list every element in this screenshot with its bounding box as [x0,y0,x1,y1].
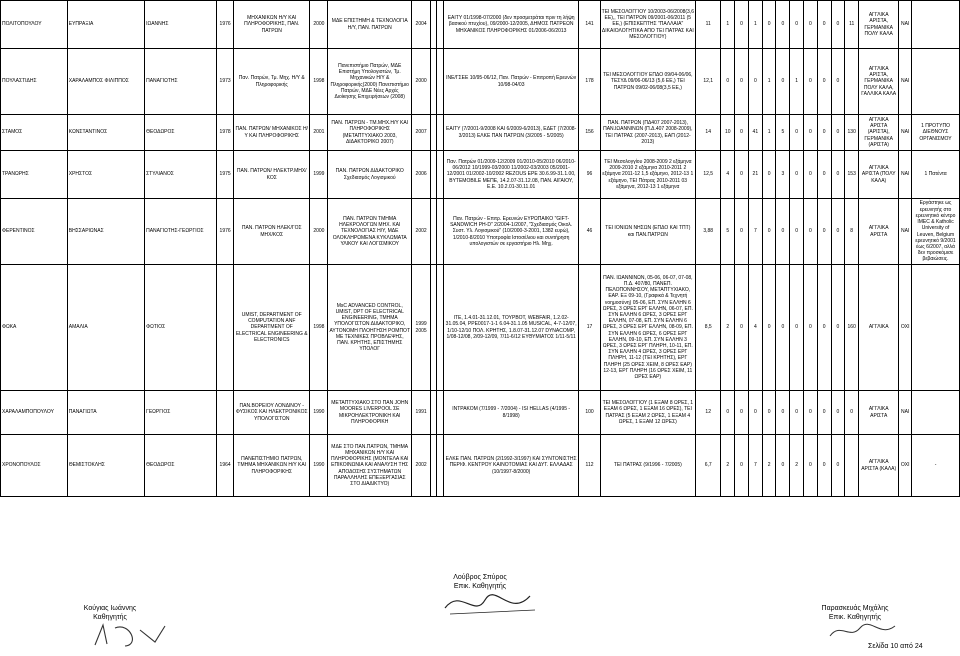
cell-score [845,49,859,115]
cell-postgrad-year: 2002 [412,199,431,265]
cell-score: 21 [748,151,762,199]
cell-postgrad-year: 2002 [412,435,431,497]
cell-languages: ΑΓΓΛΙΚΑ ΑΡΙΣΤΑ [859,391,899,435]
cell-score: 0 [804,199,818,265]
cell-yesno: ΝΑΙ [899,49,912,115]
cell-year: 1978 [217,115,234,151]
cell-score: 12 [696,391,721,435]
cell-teaching: ΤΕΙ Μεσολογγίου 2008-2009 2 εξάμηνα 2009-2010 2 εξάμηνα 2010-2011 2 εξάμηνα 2011-12 1,5 εξάμηνο, 2012-13 1 εξάμηνο, ΤΕΙ Πάτρας 2010-2011 03 εξάμηνα, 2012-13 1 εξάμηνα [600,151,695,199]
cell-score: 0 [831,391,845,435]
cell-last: ΠΟΥΛΑΣΤΙΔΗΣ [1,49,68,115]
cell-score: 0 [721,391,735,435]
cell-score: 0 [735,49,749,115]
cell-research: Παν. Πατρών 01/2009-12/2009 01/2010-05/2010 06/2010-06/2012 10/1999-03/2000 11/2002-03/2003 05/2001-12/2001 01/2002-10/2002 REZOUS EPE 30.6.99-31.1.00, BYTEMOBILE ΜΕΠΕ, 14.2.07-31.12.08, ΠΑΝ. ΑΙΓΑΙΟΥ, Ε.Ε. 10.2.01-30.11.01 [443,151,579,199]
cell-first: ΧΡΗΣΤΟΣ [67,151,144,199]
cell-score: 0 [735,391,749,435]
cell-last: ΦΩΚΑ [1,265,68,391]
cell-degree-year: 2000 [310,1,328,49]
cell-degree-year: 1990 [310,391,328,435]
cell-degree: ΠΑΝ. ΠΑΤΡΩΝ/ ΜΗΧΑΝΙΚΟΣ Η/Υ ΚΑΙ ΠΛΗΡΟΦΟΡΙΚΗΣ [234,115,310,151]
signature-middle-title: Επικ. Καθηγητής [453,583,507,590]
cell-score: 1 [762,49,776,115]
cell-score: 0 [776,391,790,435]
cell-score: 0 [831,49,845,115]
cell-score: 6,7 [696,435,721,497]
cell-research-months: 156 [579,115,600,151]
cell-score: 1 [748,1,762,49]
cell-last: ΧΑΡΑΛΑΜΠΟΠΟΥΛΟΥ [1,391,68,435]
cell-postgrad-year: 2006 [412,151,431,199]
cell-degree: ΜΗΧΑΝΙΚΩΝ Η/Υ ΚΑΙ ΠΛΗΡΟΦΟΡΙΚΗΣ, ΠΑΝ. ΠΑΤΡΩΝ [234,1,310,49]
cell-score: 0 [790,265,804,391]
cell-first: ΠΑΝΑΓΙΩΤΑ [67,391,144,435]
cell-teaching: ΤΕΙ ΙΟΝΙΩΝ ΝΗΣΩΝ (ΕΠΔΟ ΚΑΙ ΤΠΤ) και ΠΑΝ.ΠΑΤΡΩΝ [600,199,695,265]
cell-last: ΧΡΟΝΟΠΟΥΛΟΣ [1,435,68,497]
cell-research: ΙΝΕ/ΓΣΕΕ 10/95-06/12, Παν. Πατρών - Επιτροπή Ερευνών 10/98-04/03 [443,49,579,115]
cell-score: 4 [721,151,735,199]
cell-degree: ΠΑΝ. ΠΑΤΡΩΝ/ ΗΛΕΚΤΡ.ΜΗΧ/ΚΟΣ [234,151,310,199]
cell-father: ΠΑΝΑΓΙΩΤΗΣ-ΓΕΩΡΓΙΟΣ [145,199,217,265]
cell-postgrad-year: 1991 [412,391,431,435]
signature-middle-name: Λούβρος Σπύρος [453,574,507,581]
cell-father: ΘΕΟΔΩΡΟΣ [145,435,217,497]
cell-year: 1973 [217,49,234,115]
cell-score: 0 [776,435,790,497]
cell-yesno: ΝΑΙ [899,199,912,265]
cell-postgrad-year: 2004 [412,1,431,49]
cell-degree: ΠΑΝ. ΠΑΤΡΩΝ ΗΛΕΚ/ΓΟΣ ΜΗΧ/ΚΟΣ [234,199,310,265]
cell-postgrad: ΜΔΕ ΕΠΙΣΤΗΜΗ & ΤΕΧΝΟΛΟΓΙΑ Η/Υ, ΠΑΝ. ΠΑΤΡΩΝ [328,1,412,49]
cell-score: 0 [831,151,845,199]
cell-score: 0 [804,391,818,435]
cell-score: 0 [776,1,790,49]
cell-score: 0 [804,151,818,199]
signature-right-name: Παρασκευάς Μιχάλης [821,605,889,612]
table-row [1,115,960,151]
cell-research: ITE, 1.4.01-31.12.01, ΤΟΥΡΒΟΤ, WEBFAIR, 1.2.02-31.05.04, PPE0017-1-1 6.04-31.1.05 MUSICAL, 4-7-12/07, 1/10-12/10 ΠΟΛ. ΚΡΗΤΗΣ, 1.8.07-31.12.07 DYNACOMP, 1/08-12/08, 2/09-12/09, 7/11-6/12 ΕΥΘΥΜΙΑΤΟΣ 1/11-5/11 [443,265,579,391]
cell-score: 0 [776,199,790,265]
cell-father: ΘΕΟΔΩΡΟΣ [145,115,217,151]
cell-languages: ΑΓΓΛΙΚΑ ΑΡΙΣΤΑ (ΚΑΛΑ) [859,435,899,497]
cell-degree-year: 1998 [310,265,328,391]
cell-score: 0 [831,265,845,391]
cell-score: 0 [831,435,845,497]
cell-score: 153 [845,151,859,199]
cell-father: ΦΩΤΙΟΣ [145,265,217,391]
cell-first: ΧΑΡΑΛΑΜΠΟΣ ΦΙΛΙΠΠΟΣ [67,49,144,115]
table-row [1,265,960,391]
cell-score: 0 [790,199,804,265]
cell-score: 0 [762,151,776,199]
signature-right-title: Επικ. Καθηγητής [828,614,882,621]
cell-postgrad-year: 2007 [412,115,431,151]
cell-score: 0 [735,435,749,497]
table-row [1,391,960,435]
cell-father: ΠΑΝΑΓΙΩΤΗΣ [145,49,217,115]
cell-last: ΠΟΛΙΤΟΠΟΥΛΟΥ [1,1,68,49]
page-number: Σελίδα 10 από 24 [868,643,923,650]
cell-postgrad: ΠΑΝ. ΠΑΤΡΩΝ - ΤΜ.ΜΗΧ.Η/Υ ΚΑΙ ΠΛΗΡΟΦΟΡΙΚΗΣ (ΜΕΤΑΠΤΥΧΙΑΚΟ 2003, ΔΙΔΑΚΤΟΡΙΚΟ 2007) [328,115,412,151]
cell-postgrad: ΜΕΤΑΠΤΥΧΙΑΚΟ ΣΤΟ ΠΑΝ JOHN MOORES LIVERPOOL ΣΕ ΜΙΚΡΟΗΛΕΚΤΡΟΝΙΚΗ ΚΑΙ ΠΛΗΡΟΦΟΡΙΚΗ [328,391,412,435]
cell-first: ΚΩΝΣΤΑΝΤΙΝΟΣ [67,115,144,151]
cell-postgrad: Πανεπιστήμιο Πατρών, ΜΔΕ Επιστήμη Υπολογιστών, Τμ. Μηχανικών Η/Υ & Πληροφορικής(2000) Πανεπιστήμιο Πατρών, ΜΔΕ Νέες Αρχές Διοίκησης Επιχειρήσεων (2008) [328,49,412,115]
cell-yesno: ΝΑΙ [899,151,912,199]
cell-score: 14 [696,115,721,151]
cell-postgrad: ΜΔΕ ΣΤΟ ΠΑΝ.ΠΑΤΡΩΝ, ΤΜΗΜΑ ΜΗΧΑΝΙΚΩΝ Η/Υ ΚΑΙ ΠΛΗΡΟΦΟΡΙΚΗΣ (ΜΟΝΤΕΛΑ ΚΑΙ ΕΠΙΚΟΙΝΩΝΙΑ ΚΑΙ ΑΝΑΛΥΣΗ ΤΗΣ ΑΠΟΔΟΣΗΣ ΣΥΣΤΗΜΑΤΩΝ ΠΑΡΑΛΛΗΛΗΣ ΕΠΕΞΕΡΓΑΣΙΑΣ ΣΤΟ ΔΙΑΔΙΚΤΥΟ) [328,435,412,497]
cell-degree-year: 1990 [310,435,328,497]
cell-score: 0 [748,49,762,115]
cell-score: 5 [721,199,735,265]
cell-first: ΕΥΠΡΑΞΙΑ [67,1,144,49]
cell-score: 12,1 [696,49,721,115]
cell-research-months: 17 [579,265,600,391]
cell-year [217,265,234,391]
cell-score: 0 [817,265,831,391]
cell-research: ΕΑΙΤΥ (7/2001-9/2008 ΚΑΙ 6/2009-6/2013), ΕΔΕΤ (7/2008-3/2013) ΕΛΚΕ ΠΑΝ ΠΑΤΡΩΝ (3/2005 - 5/2005) [443,115,579,151]
cell-score: 0 [845,391,859,435]
cell-degree-year: 2001 [310,115,328,151]
cell-score: 7 [748,435,762,497]
cell-last: ΤΡΑΝΩΡΗΣ [1,151,68,199]
cell-score: 8 [845,199,859,265]
cell-notes [912,391,960,435]
cell-degree-year: 1998 [310,49,328,115]
cell-postgrad-year: 1999 2005 [412,265,431,391]
cell-notes [912,49,960,115]
cell-research-months: 178 [579,49,600,115]
table-row [1,199,960,265]
cell-score: 0 [762,265,776,391]
cell-score: 0 [735,265,749,391]
cell-last: ΦΕΡΕΝΤΙΝΟΣ [1,199,68,265]
signature-middle-scribble [440,588,550,622]
cell-teaching: ΤΕΙ ΠΑΤΡΑΣ (9/1996 - 7/2005) [600,435,695,497]
cell-year: 1964 [217,435,234,497]
table-row [1,435,960,497]
cell-degree-year: 2000 [310,199,328,265]
cell-score: 0 [817,151,831,199]
cell-research: ΕΛΚΕ ΠΑΝ. ΠΑΤΡΩΝ (2/1992-3/1997) ΚΑΙ ΣΥΝΤΟΝΙΣΤΗΣ ΠΕΡΙΦ. ΚΕΝΤΡΟΥ ΚΑΙΝΟΤΟΜΙΑΣ ΚΑΙ ΔΥΤ. ΕΛΛΑΔΑΣ (10/1997-8/2000) [443,435,579,497]
cell-score: 0 [804,435,818,497]
cell-degree-year: 1999 [310,151,328,199]
cell-notes: 1 ΠΡΟΤΥΠΟ ΔΙΕΘΝΟΥΣ ΟΡΓΑΝΙΣΜΟΥ [912,115,960,151]
cell-year [217,391,234,435]
cell-score: 0 [762,199,776,265]
cell-score: 7 [748,199,762,265]
cell-year: 1975 [217,151,234,199]
signature-left-title: Καθηγητής [93,614,127,621]
cell-score: 0 [790,151,804,199]
cell-score: 0 [831,115,845,151]
cell-score: 0 [762,1,776,49]
cell-notes [912,1,960,49]
cell-yesno: ΟΧΙ [899,435,912,497]
cell-score: 0 [804,265,818,391]
cell-score: 0 [735,199,749,265]
cell-research-months: 112 [579,435,600,497]
cell-teaching: ΤΕΙ ΜΕΣΟΛΟΓΓΙΟΥ (1 ΕΞΑΜ 8 ΩΡΕΣ, 1 ΕΞΑΜ 6 ΩΡΕΣ, 1 ΕΞΑΜ 16 ΩΡΕΣ), ΤΕΙ ΠΑΤΡΑΣ (5 ΕΞΑΜ 2 ΩΡΕΣ, 1 ΕΞΑΜ 4 ΩΡΕΣ, 1 ΕΞΑΜ 12 ΩΡΕΣ) [600,391,695,435]
cell-languages: ΑΓΓΛΙΚΑ ΑΡΙΣΤΑ (ΑΡΙΣΤΑ), ΓΕΡΜΑΝΙΚΑ (ΑΡΙΣΤΑ) [859,115,899,151]
cell-degree: ΠΑΝ.ΒΟΡΕΙΟΥ ΛΟΝΔΙΝΟΥ - ΦΥΣΙΚΟΣ ΚΑΙ ΗΛΕΚΤΡΟΝΙΚΟΣ ΥΠΟΛΟΓΙΣΤΩΝ [234,391,310,435]
cell-yesno: ΝΑΙ [899,115,912,151]
cell-research-months: 96 [579,151,600,199]
cell-notes: 1 Πατέντα [912,151,960,199]
cell-score: 0 [776,265,790,391]
cell-score: 0 [817,115,831,151]
cell-score: 0 [804,115,818,151]
cell-year: 1976 [217,1,234,49]
cell-year: 1976 [217,199,234,265]
signature-right-scribble [825,620,905,642]
cell-first: ΑΜΑΛΙΑ [67,265,144,391]
cell-score: 0 [790,1,804,49]
cell-first: ΒΗΣΣΑΡΙΩΝΑΣ [67,199,144,265]
signature-left-scribble [85,620,175,650]
cell-score: 2 [790,435,804,497]
cell-postgrad: MsC ADVANCED CONTROL, UMIST, DPT OF ELECTRICAL ENGINEERING, ΤΜΗΜΑ ΥΠΟΛΟΓΙΣΤΩΝ ΔΙΔΑΚΤΟΡΙΚΟ, ΑΥΤΟΝΟΜΗ ΠΛΟΗΓΗΣΗ ΡΟΜΠΟΤ ΜΕ ΤΕΧΝΙΚΕΣ ΠΡΟΒΛΕΨΗΣ, ΠΑΝ. ΚΡΗΤΗΣ, ΕΠΙΣΤΗΜΗΣ ΥΠΟΛΟΓ [328,265,412,391]
cell-score: 3,88 [696,199,721,265]
cell-score: 0 [721,49,735,115]
cell-research-months: 100 [579,391,600,435]
cell-score: 0 [817,1,831,49]
cell-languages: ΑΓΓΛΙΚΑ ΑΡΙΣΤΑ (ΠΟΛΥ ΚΑΛΑ) [859,151,899,199]
cell-notes [912,265,960,391]
cell-score: 0 [790,115,804,151]
cell-languages: ΑΓΓΛΙΚΑ ΑΡΙΣΤΑ, ΓΕΡΜΑΝΙΚΑ ΠΟΛΥ ΚΑΛΑ, ΓΑΛΛΙΚΑ ΚΑΛΑ [859,49,899,115]
cell-score: 0 [748,391,762,435]
cell-father: ΣΤΥΛΙΑΝΟΣ [145,151,217,199]
table-row [1,49,960,115]
cell-score: 0 [776,49,790,115]
cell-research-months: 46 [579,199,600,265]
cell-research: Παν. Πατρών - Επιτρ. Ερευνών ΕΥΡΩΠΑΙΚΟ "GIFT-SANDWICH PH-D" 2/2004-1/2007, "Σχεδιασμός Οικολ. Συστ. Υλ. Λογισμικού" (10/2000-3-2001, 1382 ευρώ), 1/2010-8/2010 Υποτροφία Ιστοσέλιου και συντήρηση υπολογιστών σε εργαστήριο Ηλ. Μηχ. [443,199,579,265]
cell-score: 0 [735,1,749,49]
signature-left-name: Κούγιας Ιωάννης [83,605,137,612]
table-row [1,151,960,199]
cell-teaching: ΠΑΝ. ΙΩΑΝΝΙΝΩΝ, 05-06, 06-07, 07-08, Π.Δ. 407/80, ΠΑΝΕΠ. ΠΕΛΟΠΟΝΝΗΣΟΥ, ΜΕΤΑΠΤΥΧΙΑΚΟ, ΕΑΡ. ΕΞ 09-10, (Γραφικά & Τεχνητή νοημοσύνη) 05-06, ΕΠ. ΣΥΝ ΕΛΛΗΝ 6 ΩΡΕΣ, 3 ΩΡΕΣ ΕΡΓ ΕΛΛΗΝ, 06-07, ΕΠ. ΣΥΝ ΕΛΛΗΝ 6 ΩΡΕΣ, 3 ΩΡΕΣ ΕΡΓ ΕΛΛΗΝ, 07-08, ΕΠ. ΣΥΝ ΕΛΛΗΝ 6 ΩΡΕΣ, 3 ΩΡΕΣ ΕΡΓ ΕΛΛΗΝ, 08-09, ΕΠ. ΣΥΝ ΕΛΛΗΝ 6 ΩΡΕΣ, 6 ΩΡΕΣ ΕΡΓ ΕΛΛΗΝ, 09-10, ΕΠ. ΣΥΝ ΕΛΛΗΝ 3 ΩΡΕΣ, 3 ΩΡΕΣ ΕΡΓ ΠΛΗΡΗ, 10-11, ΕΠ. ΣΥΝ ΕΛΛΗΝ 4 ΩΡΕΣ, 3 ΩΡΕΣ ΕΡΓ ΠΛΗΡΗ, 11-12 (ΤΕΙ ΚΡΗΤΗΣ), ΕΡΓ ΠΛΗΡΗ (25 ΩΡΕΣ ΧΕΙΜ, 8 ΩΡΕΣ ΕΑΡ) 12-13, ΕΡΓ ΠΛΗΡΗ (16 ΩΡΕΣ ΧΕΙΜ, 11 ΩΡΕΣ ΕΑΡ) [600,265,695,391]
cell-score: 1 [762,115,776,151]
cell-yesno: ΟΧΙ [899,265,912,391]
cell-notes: Εργάστηκε ως ερευνητής στο ερευνητικό κέντρο IMEC & Katholic University of Leuven, Belgium ερευνητικό 9/2001 έως 6/2007, αλλά δεν προσκόμισε βεβαιώσεις. [912,199,960,265]
cell-score: 0 [831,199,845,265]
cell-score: 1 [790,49,804,115]
table-row [1,1,960,49]
cell-father: ΓΕΩΡΓΙΟΣ [145,391,217,435]
cell-score: 12,5 [696,151,721,199]
cell-score: 0 [735,151,749,199]
cell-teaching: ΠΑΝ. ΠΑΤΡΩΝ (ΠΔ407 2007-2013), ΠΑΝ.ΙΩΑΝΝΙΝΩΝ (Π.Δ.407 2008-2009), ΤΕΙ ΠΑΤΡΑΣ (2007-2013), ΕΑΠ (2012-2013) [600,115,695,151]
cell-father: ΙΩΑΝΝΗΣ [145,1,217,49]
cell-score: 0 [817,391,831,435]
cell-research-months: 141 [579,1,600,49]
cell-languages: ΑΓΓΛΙΚΑ [859,265,899,391]
cell-score: 0 [762,391,776,435]
cell-score: 11 [696,1,721,49]
cell-score: 0 [735,115,749,151]
cell-score: 2 [721,265,735,391]
cell-score: 0 [790,391,804,435]
cell-yesno: ΝΑΙ [899,1,912,49]
cell-score: 0 [831,1,845,49]
cell-languages: ΑΓΓΛΙΚΑ ΑΡΙΣΤΑ, ΓΕΡΜΑΝΙΚΑ ΠΟΛΥ ΚΑΛΑ [859,1,899,49]
cell-score: 4 [748,265,762,391]
cell-score: 0 [817,435,831,497]
cell-teaching: ΤΕΙ ΜΕΣΟΛΟΓΓΙΟΥ ΕΠΔΟ 09/04-06/06, ΤΕΣΥΔ 09/06-06/13 (5,6 ΕΕ,) ΤΕΙ ΠΑΤΡΩΝ 09/02-06/08(3,5 ΕΕ,) [600,49,695,115]
cell-teaching: ΤΕΙ ΜΕΣΟΛΟΓΓΙΟΥ 10/2003-06/2008(3,6 ΕΕ),, ΤΕΙ ΠΑΤΡΩΝ 09/2001-06/2011 (5 ΕΕ,) (ΕΠΙΣΚΕΠΤΗΣ "ΠΑΛΛΑΙΑ" ΔΙΚΑΙΟΛΟΓΗΤΙΚΑ ΑΠΟ ΤΕΙ ΠΑΤΡΑΣ ΚΑΙ ΜΕΣΟΛΟΓΓΙΟΥ) [600,1,695,49]
cell-postgrad: ΠΑΝ. ΠΑΤΡΩΝ ΔΙΔΑΚΤΟΡΙΚΟ Σχεδιασμός Λογισμικού [328,151,412,199]
cell-score: 2 [721,435,735,497]
cell-last: ΣΤΑΜΟΣ [1,115,68,151]
cell-research: ΙΝΤΡΑΚΟΜ (7/1999 - 7/2004) - ISI HELLAS (4/1995 - 8/1998) [443,391,579,435]
cell-score: 10 [721,115,735,151]
cell-score: 5 [776,115,790,151]
cell-notes: - [912,435,960,497]
cell-score: 130 [845,115,859,151]
cell-degree: UMIST, DEPARTMENT OF COMPUTATION ANF DEPARTMENT OF ELECTRICAL ENGINEERING & ELECTRONICS [234,265,310,391]
cell-score: 2 [762,435,776,497]
cell-score: 8,5 [696,265,721,391]
cell-first: ΘΕΜΙΣΤΟΚΛΗΣ [67,435,144,497]
cell-degree: ΠΑΝΕΠΙΣΤΗΜΙΟ ΠΑΤΡΩΝ, ΤΜΗΜΑ ΜΗΧΑΝΙΚΩΝ Η/Υ ΚΑΙ ΠΛΗΡΟΦΟΡΙΚΗΣ [234,435,310,497]
cell-score: 1 [721,1,735,49]
cell-score: 0 [804,49,818,115]
cell-degree: Παν. Πατρών, Τμ. Μηχ. Η/Υ & Πληροφορικής [234,49,310,115]
cell-score: 3 [776,151,790,199]
cell-postgrad-year: 2000 [412,49,431,115]
cell-yesno: ΝΑΙ [899,391,912,435]
cell-score: 41 [748,115,762,151]
cell-score: 0 [817,199,831,265]
cell-score [845,435,859,497]
cell-score: 11 [845,1,859,49]
cell-languages: ΑΓΓΛΙΚΑ ΑΡΙΣΤΑ [859,199,899,265]
cell-score: 0 [817,49,831,115]
cell-research: ΕΑΙΤΥ 01/1998-07/2000 (δεν προσμετράται πριν τη λήψη βασικού πτυχίου), 09/2000-12/2005, ΔΗΜΟΣ ΠΑΤΡΕΩΝ ΜΗΧΑΝΙΚΟΣ ΠΛΗΡΟΦΟΡΙΚΗΣ 01/2006-06/2013 [443,1,579,49]
cell-postgrad: ΠΑΝ. ΠΑΤΡΩΝ ΤΜΗΜΑ ΗΛΕΚΡΟΛΟΓΩΝ ΜΗΧ. ΚΑΙ ΤΕΧΝΟΛΟΓΙΑΣ Η/Υ, ΜΔΕ ΟΛΟΚΛΗΡΩΜΕΝΑ ΚΥΚΛΩΜΑΤΑ ΥΛΙΚΟΥ ΚΑΙ ΛΟΓΙΣΜΙΚΟΥ [328,199,412,265]
cell-score: 160 [845,265,859,391]
cell-score: 0 [804,1,818,49]
